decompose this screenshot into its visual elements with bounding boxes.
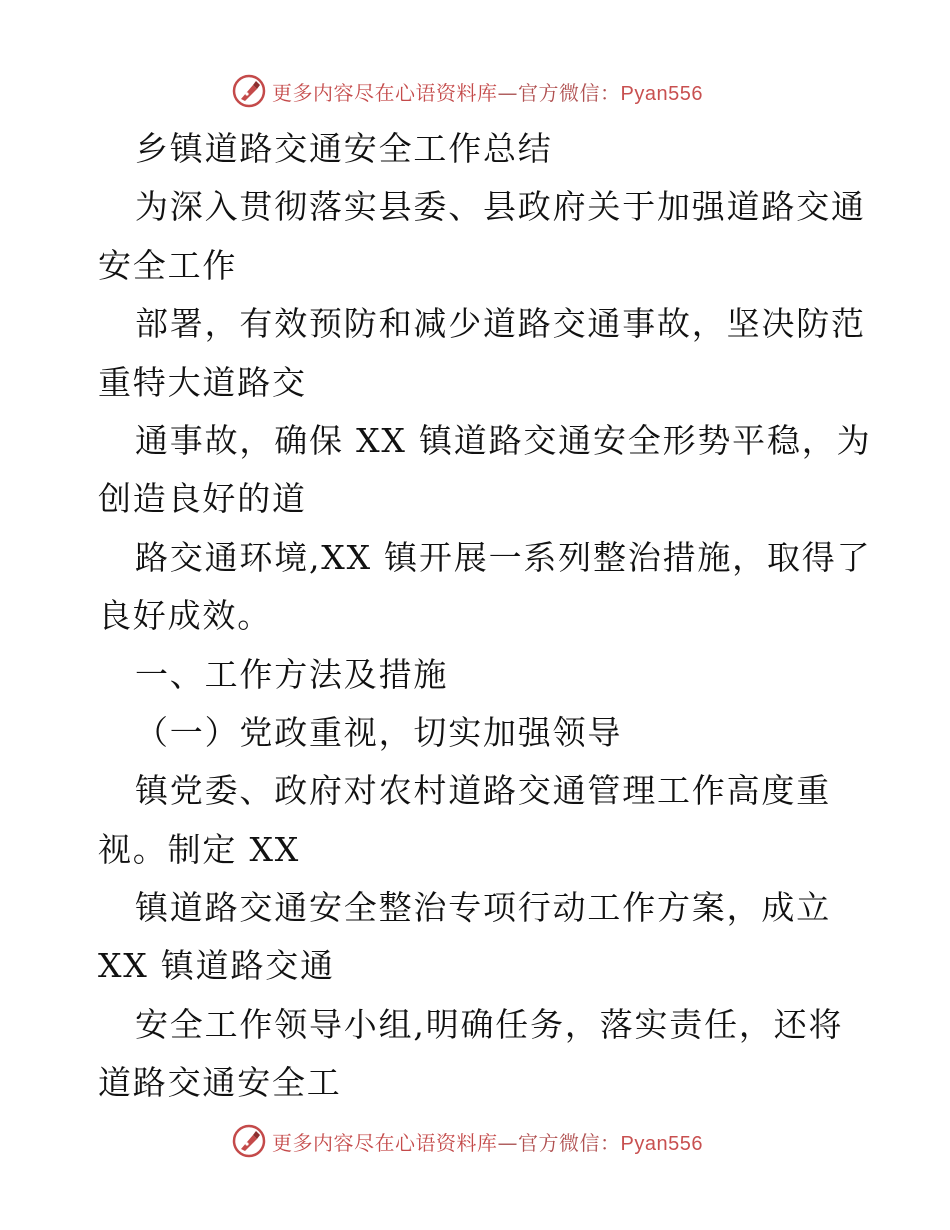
text-line: 镇党委、政府对农村道路交通管理工作高度重	[135, 771, 831, 811]
pen-nib-logo-icon	[232, 74, 266, 108]
text-line: （一）党政重视，切实加强领导	[135, 712, 623, 752]
text-line: 创造良好的道	[98, 479, 307, 519]
text-line: 安全工作	[98, 245, 238, 285]
text-line: 良好成效。	[98, 596, 272, 636]
banner-wechat-label: 官方微信：	[518, 80, 621, 105]
banner-wechat-id: Pyan556	[620, 82, 703, 105]
text-line: 为深入贯彻落实县委、县政府关于加强道路交通	[135, 187, 866, 227]
text-line: XX 镇道路交通	[98, 946, 335, 986]
pen-nib-logo-icon	[232, 1124, 266, 1158]
banner-site-text: 更多内容尽在心语资料库	[272, 1130, 498, 1155]
text-line: 视。制定 XX	[98, 829, 301, 869]
banner-text	[272, 1127, 703, 1156]
document-body	[98, 120, 872, 1113]
text-line: 一、工作方法及措施	[135, 654, 449, 694]
banner-separator: —	[497, 80, 518, 105]
text-line: 安全工作领导小组,明确任务，落实责任，还将	[135, 1004, 844, 1044]
text-line: 镇道路交通安全整治专项行动工作方案，成立	[135, 888, 831, 928]
text-line: 路交通环境,XX 镇开展一系列整治措施，取得了	[135, 537, 872, 577]
text-line: 乡镇道路交通安全工作总结	[135, 129, 553, 168]
header-watermark-banner	[232, 72, 732, 110]
text-line: 重特大道路交	[98, 362, 307, 402]
text-line: 通事故，确保 XX 镇道路交通安全形势平稳，为	[135, 420, 872, 460]
banner-text	[272, 77, 703, 106]
banner-site-text: 更多内容尽在心语资料库	[272, 80, 498, 105]
banner-wechat-label: 官方微信：	[518, 1130, 621, 1155]
banner-wechat-id: Pyan556	[620, 1132, 703, 1155]
text-line: 道路交通安全工	[98, 1063, 342, 1103]
footer-watermark-banner	[232, 1122, 732, 1160]
banner-separator: —	[497, 1130, 518, 1155]
text-line: 部署，有效预防和减少道路交通事故，坚决防范	[135, 304, 866, 344]
